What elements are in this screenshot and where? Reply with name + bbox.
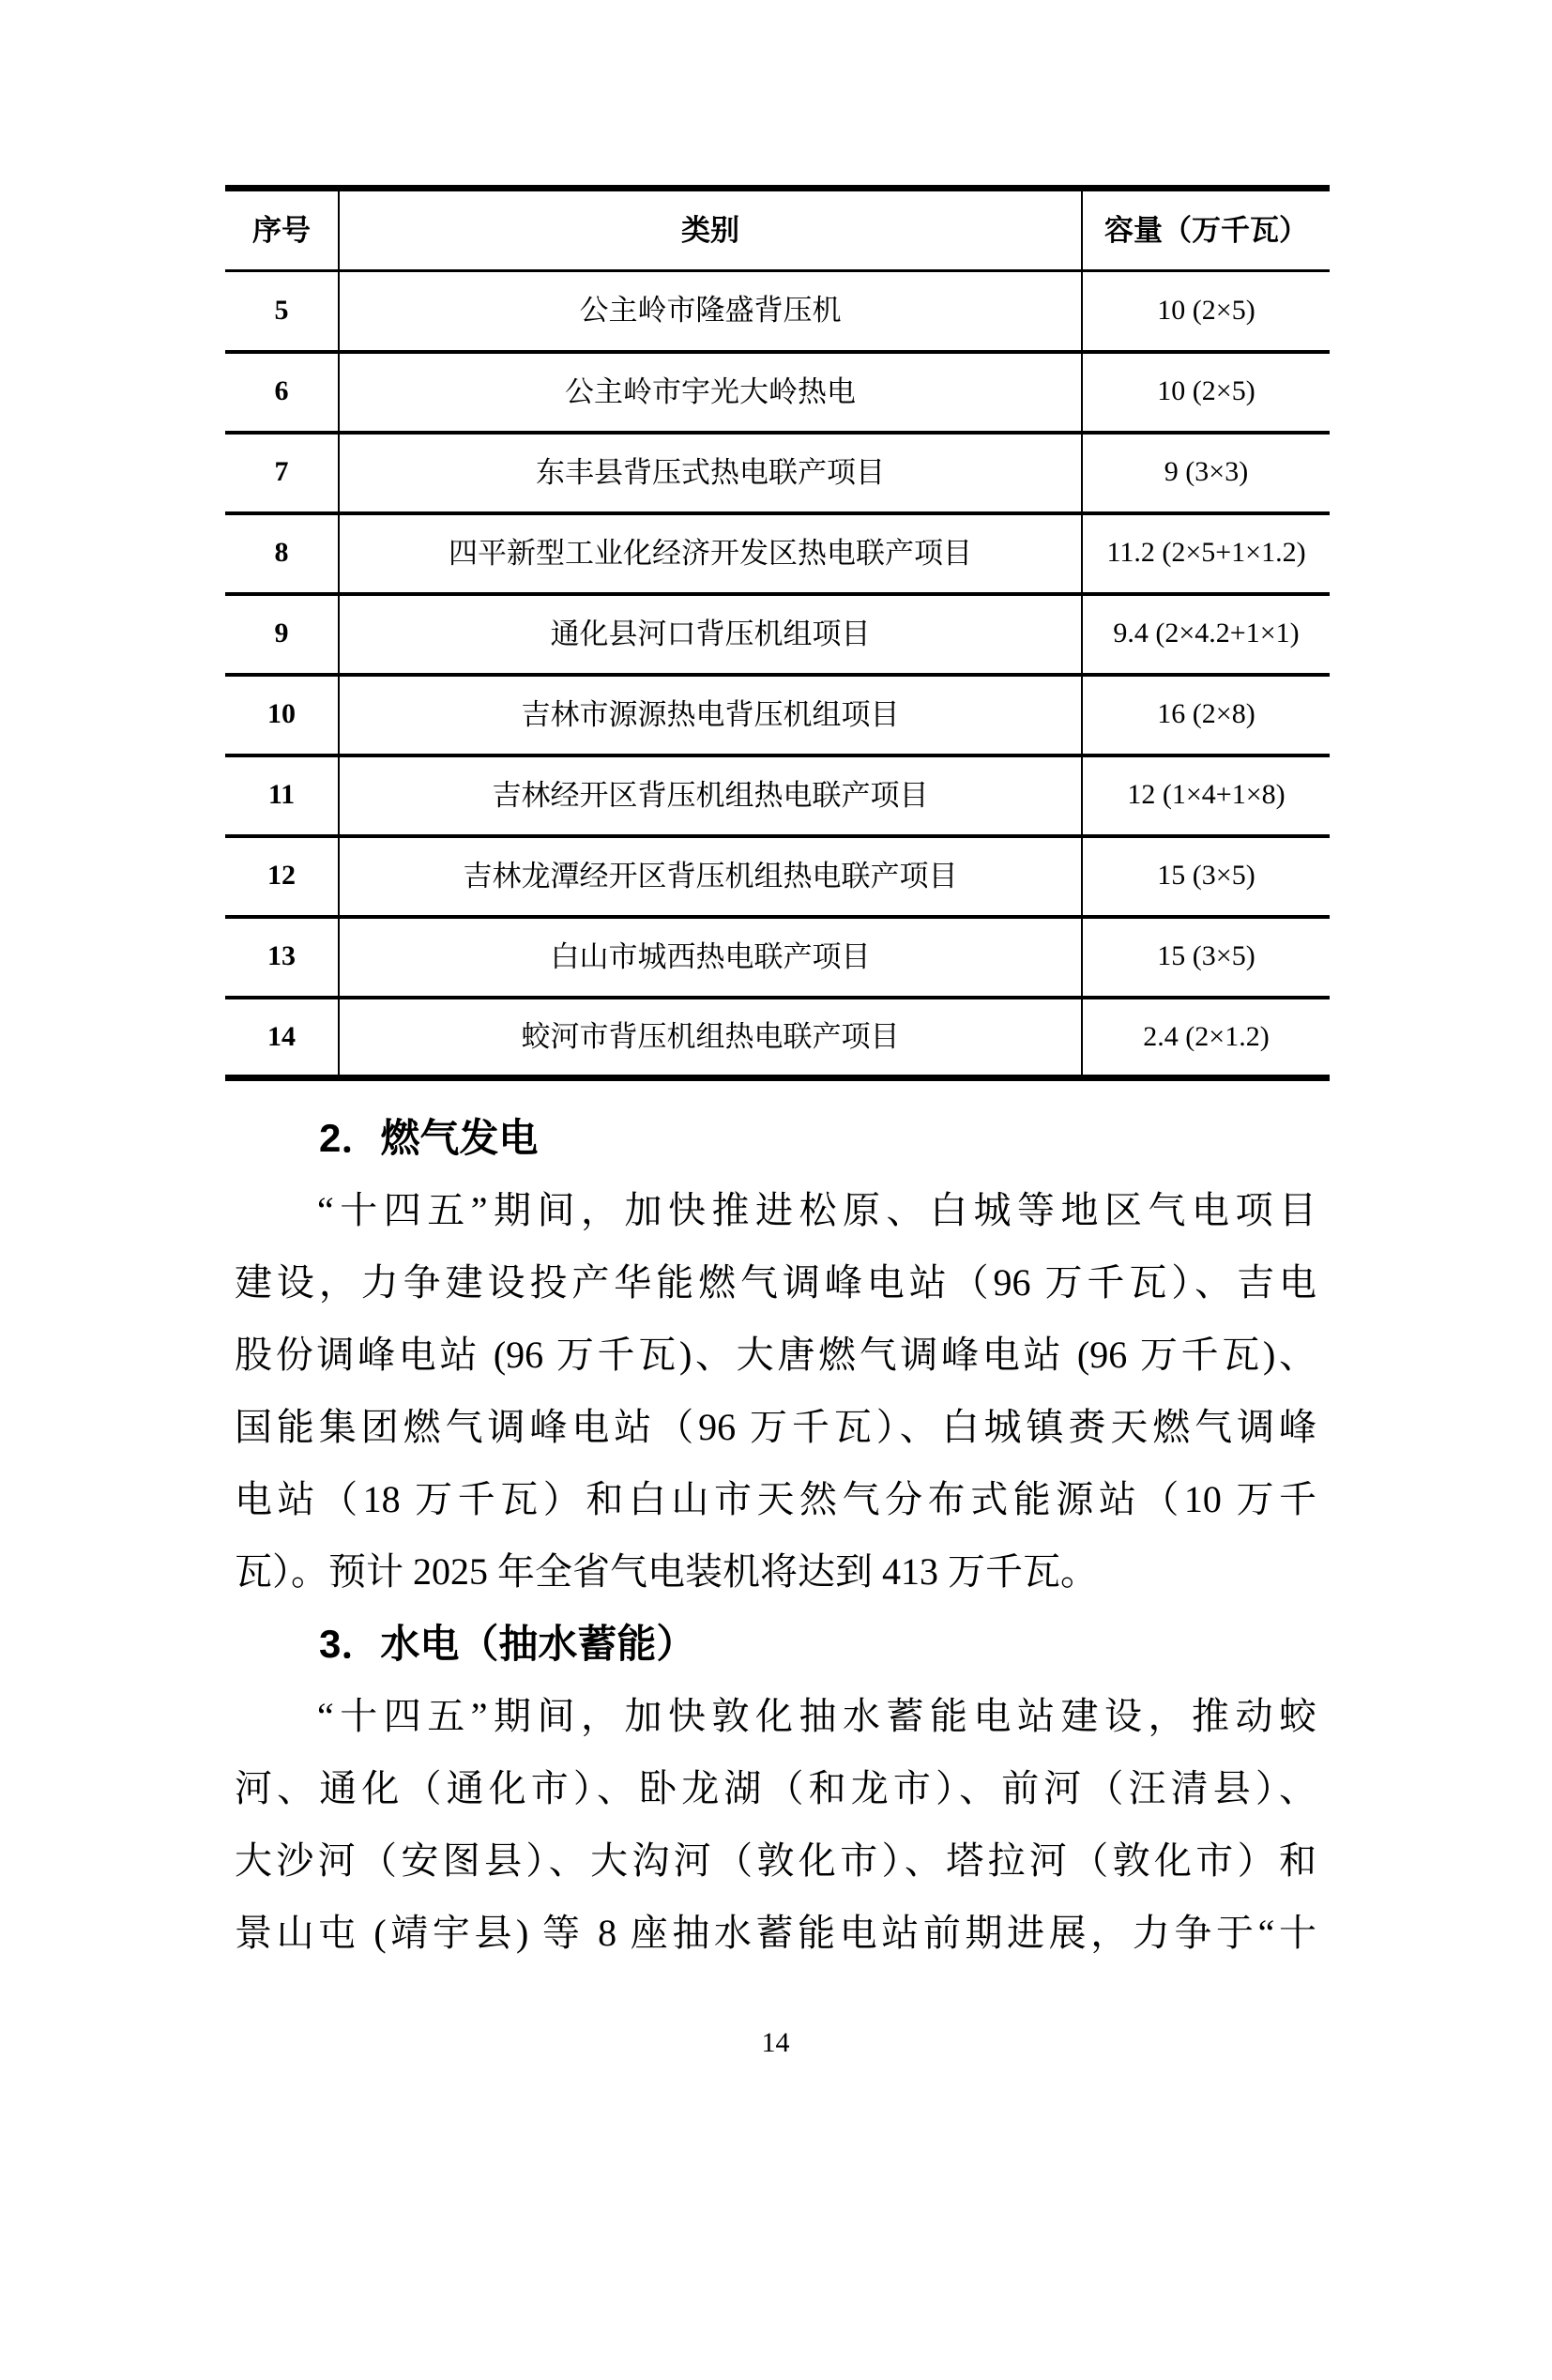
cell-capacity: 12 (1×4+1×8)	[1082, 755, 1330, 836]
cell-index: 8	[274, 537, 289, 569]
paragraph-line: “十四五”期间，加快敦化抽水蓄能电站建设，推动蛟	[317, 1695, 1316, 1737]
paragraph-line: “十四五”期间，加快推进松原、白城等地区气电项目	[317, 1189, 1316, 1231]
cell-capacity: 16 (2×8)	[1082, 675, 1330, 755]
document-body	[235, 1102, 1316, 1969]
paragraph-line: 建设，力争建设投产华能燃气调峰电站（96 万千瓦）、吉电	[235, 1261, 1316, 1304]
cell-category: 通化县河口背压机组项目	[339, 594, 1082, 675]
paragraph-line: 电站（18 万千瓦）和白山市天然气分布式能源站（10 万千	[235, 1478, 1316, 1520]
page-number: 14	[761, 2027, 790, 2058]
cell-category: 吉林龙潭经开区背压机组热电联产项目	[339, 836, 1082, 917]
cell-category: 东丰县背压式热电联产项目	[339, 433, 1082, 513]
cell-capacity: 15 (3×5)	[1082, 836, 1330, 917]
paragraph-line: 河、通化（通化市）、卧龙湖（和龙市）、前河（汪清县）、	[235, 1767, 1316, 1809]
cell-index: 12	[267, 860, 296, 892]
cell-index: 14	[267, 1020, 296, 1052]
table-row	[225, 352, 1330, 433]
section-heading-3: 3．水电（抽水蓄能）	[319, 1622, 696, 1666]
cell-capacity: 10 (2×5)	[1082, 352, 1330, 433]
cell-capacity: 10 (2×5)	[1082, 271, 1330, 352]
cell-index: 10	[267, 698, 296, 730]
cell-capacity: 2.4 (2×1.2)	[1082, 998, 1330, 1078]
cell-category: 吉林市源源热电背压机组项目	[339, 675, 1082, 755]
cell-index: 11	[267, 779, 296, 811]
paragraph-line: 瓦）。预计 2025 年全省气电装机将达到 413 万千瓦。	[235, 1550, 1098, 1593]
cell-index: 6	[274, 375, 289, 407]
cell-index: 9	[274, 618, 289, 649]
capacity-table	[225, 185, 1330, 1081]
table-row	[225, 675, 1330, 755]
header-row	[225, 189, 1330, 271]
table-row	[225, 998, 1330, 1078]
paragraph-line: 股份调峰电站 (96 万千瓦)、大唐燃气调峰电站 (96 万千瓦)、	[235, 1334, 1316, 1376]
paragraph-line: 景山屯 (靖宇县) 等 8 座抽水蓄能电站前期进展，力争于“十	[235, 1912, 1316, 1954]
table-row	[225, 271, 1330, 352]
cell-index: 7	[274, 456, 289, 488]
cell-capacity: 11.2 (2×5+1×1.2)	[1082, 513, 1330, 594]
capacity-table-header	[225, 189, 1330, 271]
column-header-capacity: 容量（万千瓦）	[1082, 189, 1330, 271]
table-row	[225, 755, 1330, 836]
cell-category: 蛟河市背压机组热电联产项目	[339, 998, 1082, 1078]
cell-capacity: 9 (3×3)	[1082, 433, 1330, 513]
capacity-table-body	[225, 271, 1330, 1078]
table-row	[225, 513, 1330, 594]
cell-category: 四平新型工业化经济开发区热电联产项目	[339, 513, 1082, 594]
cell-category: 白山市城西热电联产项目	[339, 917, 1082, 998]
cell-category: 吉林经开区背压机组热电联产项目	[339, 755, 1082, 836]
paragraph-line: 大沙河（安图县）、大沟河（敦化市）、塔拉河（敦化市）和	[235, 1839, 1316, 1882]
paragraph-line: 国能集团燃气调峰电站（96 万千瓦）、白城镇赉天燃气调峰	[235, 1406, 1316, 1448]
cell-capacity: 15 (3×5)	[1082, 917, 1330, 998]
column-header-category: 类别	[339, 189, 1082, 271]
cell-category: 公主岭市宇光大岭热电	[339, 352, 1082, 433]
cell-index: 13	[267, 940, 296, 972]
section-heading-2: 2．燃气发电	[319, 1116, 539, 1160]
table-row	[225, 836, 1330, 917]
column-header-index: 序号	[252, 213, 311, 247]
cell-category: 公主岭市隆盛背压机	[339, 271, 1082, 352]
cell-index: 5	[274, 295, 289, 326]
table-row	[225, 433, 1330, 513]
table-row	[225, 917, 1330, 998]
table-row	[225, 594, 1330, 675]
cell-capacity: 9.4 (2×4.2+1×1)	[1082, 594, 1330, 675]
